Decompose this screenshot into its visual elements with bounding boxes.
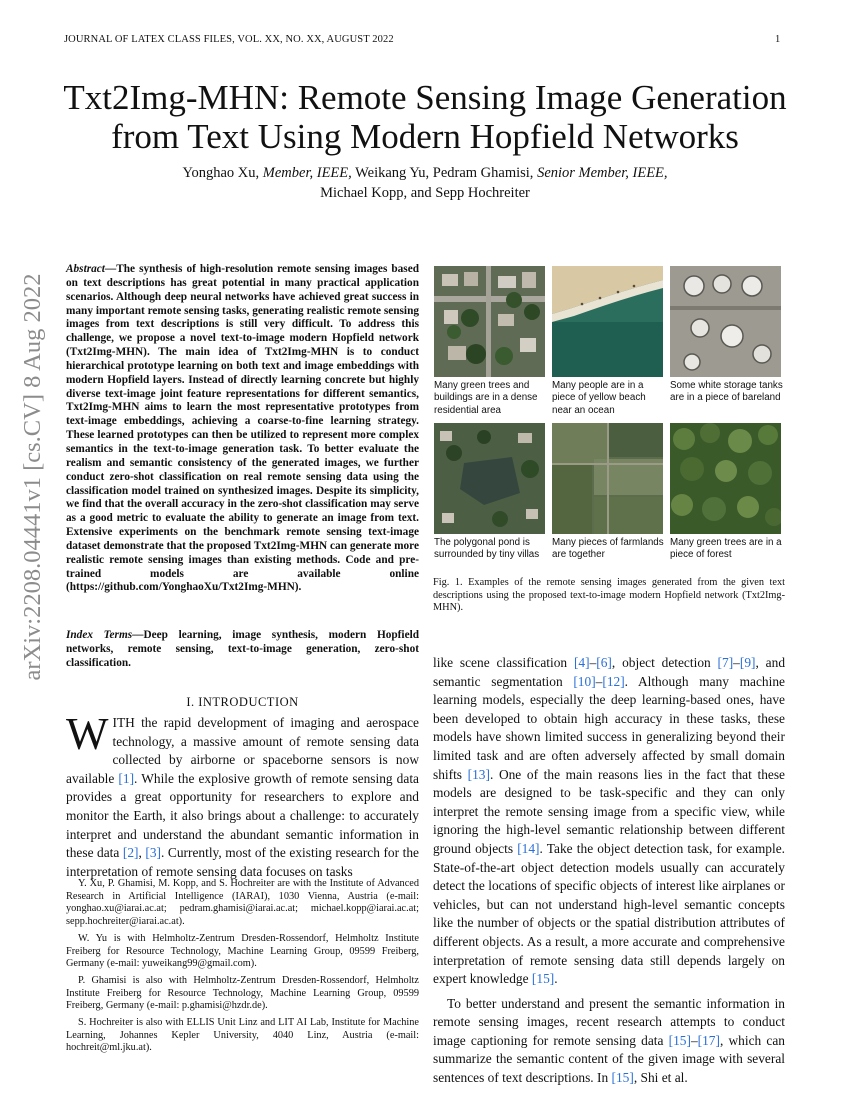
- drop-cap: W: [66, 709, 109, 759]
- body-text: To better understand and present the semantic information in remote sensing images, recent research attempts to conduct image captioning for remote sensing data: [433, 995, 785, 1048]
- index-terms-text: —Deep learning, image synthesis, modern Hopfield networks, remote sensing, text-to-image generation, zero-shot classification.: [66, 629, 419, 669]
- generated-image-residential: [434, 266, 545, 377]
- citation-link[interactable]: [10]: [573, 673, 596, 689]
- running-header: JOURNAL OF LATEX CLASS FILES, VOL. XX, NO. XX, AUGUST 2022: [64, 34, 394, 45]
- paragraph: [433, 995, 785, 1088]
- author-membership: Member, IEEE,: [262, 165, 352, 181]
- footnotes: [66, 878, 419, 1059]
- body-text: . Although many machine learning models, especially the deep learning-based ones, have been developed to obtain high accuracy in these tasks, these models have shown limited success in generalizing beyond their limited task and are often adversely affected by small domain shifts: [433, 673, 785, 782]
- body-text: –: [733, 655, 740, 670]
- body-text: –: [589, 655, 597, 670]
- citation-link[interactable]: [2]: [122, 845, 139, 861]
- abstract-label: Abstract: [66, 263, 105, 275]
- generated-image-forest: [670, 423, 781, 534]
- body-text: .: [554, 971, 558, 987]
- abstract: [66, 263, 419, 595]
- citation-link[interactable]: [4]: [573, 655, 590, 670]
- generated-image-storage-tanks: [670, 266, 781, 377]
- index-terms-label: Index Terms: [66, 629, 133, 641]
- footnote: S. Hochreiter is also with ELLIS Unit Linz and LIT AI Lab, Institute for Machine Learning, Johannes Kepler University, 4040 Linz, Austria (e-mail: hochreit@ml.jku.at).: [66, 1017, 419, 1054]
- intro-text: . Currently, most of the existing research for the interpretation of remote sensing data focuses on tasks: [66, 845, 419, 879]
- author-line-1: [110, 163, 740, 183]
- generated-image-pond: [434, 423, 545, 534]
- citation-link[interactable]: [1]: [118, 770, 135, 786]
- figure-caption: Fig. 1. Examples of the remote sensing images generated from the given text descriptions using the proposed text-to-image modern Hopfield network (Txt2Img-MHN).: [433, 577, 785, 613]
- generated-image-farmlands: [552, 423, 663, 534]
- citation-link[interactable]: [15]: [531, 971, 555, 987]
- author-membership: Senior Member, IEEE,: [537, 165, 668, 181]
- citation-link[interactable]: [15]: [611, 1070, 634, 1086]
- intro-text: ,: [138, 845, 146, 861]
- image-caption: Many green trees are in a piece of forest: [670, 537, 782, 561]
- paragraph: [433, 654, 785, 989]
- citation-link[interactable]: [6]: [596, 655, 612, 670]
- arxiv-stamp-text: arXiv:2208.04441v1 [cs.CV] 8 Aug 2022: [19, 273, 46, 681]
- image-caption: Many people are in a piece of yellow beach near an ocean: [552, 380, 646, 416]
- image-caption: Some white storage tanks are in a piece of bareland: [670, 380, 783, 404]
- body-text: , which can summarize the semantic content of the given image with several sentences of text descriptions. In: [433, 1032, 785, 1086]
- citation-link[interactable]: [7]: [717, 655, 734, 670]
- generated-image-beach: [552, 266, 663, 377]
- intro-text: ITH the rapid development of imaging and aerospace technology, a massive amount of remote sensing data collected by airborne or spaceborne sensors is now available: [66, 715, 419, 786]
- body-text: , Shi et al.: [633, 1070, 688, 1086]
- footnote: W. Yu is with Helmholtz-Zentrum Dresden-Rossendorf, Helmholtz Institute Freiberg for Resource Technology, Machine Learning Group, 09599 Freiberg, Germany (e-mail: yuweikang99@gmail.com).: [66, 932, 419, 970]
- body-text: –: [595, 673, 603, 689]
- citation-link[interactable]: [12]: [602, 673, 625, 689]
- body-text: like scene classification: [433, 655, 574, 670]
- author-text: Yonghao Xu,: [182, 165, 263, 181]
- body-text: , object detection: [611, 655, 718, 670]
- author-text: Weikang Yu, Pedram Ghamisi,: [351, 165, 538, 181]
- citation-link[interactable]: [9]: [739, 655, 756, 670]
- paper-title: Txt2Img-MHN: Remote Sensing Image Generation from Text Using Modern Hopfield Networks: [63, 78, 787, 156]
- citation-link[interactable]: [13]: [467, 766, 490, 782]
- image-caption: Many pieces of farmlands are together: [552, 537, 664, 561]
- image-caption: The polygonal pond is surrounded by tiny villas: [434, 537, 540, 561]
- author-line-2: Michael Kopp, and Sepp Hochreiter: [320, 185, 530, 201]
- index-terms: [66, 629, 419, 671]
- body-text: –: [690, 1032, 698, 1048]
- citation-link[interactable]: [3]: [145, 845, 162, 861]
- footnote: Y. Xu, P. Ghamisi, M. Kopp, and S. Hochreiter are with the Institute of Advanced Research in Artificial Intelligence (IARAI), 1030 Vienna, Austria (e-mail: yonghao.xu@iarai.ac.at; pedram.ghamisi@iarai.ac.at; michael.kopp@iarai.ac.at; sepp.hochreiter@iarai.ac.at).: [66, 878, 419, 928]
- abstract-text: —The synthesis of high-resolution remote sensing images based on text descriptions has great potential in many practical application scenarios. Although deep neural networks have achieved great success in many important remote sensing tasks, generating realistic remote sensing images from text descriptions is still very difficult. To address this challenge, we propose a novel text-to-image modern Hopfield network (Txt2Img-MHN). The main idea of Txt2Img-MHN is to conduct hierarchical prototype learning on both text and image embeddings with modern Hopfield layers. Instead of directly learning concrete but highly diverse text-image joint feature representations for different semantics, Txt2Img-MHN aims to learn the most representative prototypes from text-image embeddings, achieving a coarse-to-fine learning strategy. These learned prototypes can then be utilized to represent more complex semantics in the text-to-image generation task. To better evaluate the realism and semantic consistency of the generated images, we further conduct zero-shot classification on real remote sensing data using the classification model trained on synthesized images. Despite its simplicity, we find that the overall accuracy in the zero-shot classification may serve as a good metric to evaluate the ability to generate an image from text. Extensive experiments on the benchmark remote sensing text-image dataset demonstrate that the proposed Txt2Img-MHN can generate more realistic remote sensing images than existing methods. Code and pre-trained models are available online (https://github.com/YonghaoXu/Txt2Img-MHN).: [66, 263, 419, 594]
- right-column-text: [433, 654, 785, 1088]
- citation-link[interactable]: [15]: [668, 1032, 691, 1048]
- page-number: 1: [775, 34, 781, 45]
- section-heading: I. INTRODUCTION: [186, 695, 299, 709]
- footnote: P. Ghamisi is also with Helmholtz-Zentrum Dresden-Rossendorf, Helmholtz Institute Freiberg for Resource Technology, Machine Learning Group, 09599 Freiberg, Germany (e-mail: p.ghamisi@hzdr.de).: [66, 974, 419, 1012]
- intro-text: . While the explosive growth of remote sensing data provides a great opportunity for researchers to explore and monitor the Earth, it also brings about a challenge: to accurately interpret and understand the abundant semantic information in these data: [66, 770, 419, 861]
- body-text: . One of the main reasons lies in the fact that these models are designed to be task-specific and they can only interpret the remote sensing image from a specific view, while ignoring the high-level semantic relationship between different ground objects: [433, 766, 785, 856]
- citation-link[interactable]: [14]: [517, 840, 540, 856]
- intro-paragraph: [66, 709, 419, 881]
- arxiv-stamp: [18, 273, 48, 681]
- image-caption: Many green trees and buildings are in a dense residential area: [434, 380, 538, 416]
- citation-link[interactable]: [17]: [697, 1032, 720, 1048]
- body-text: , and semantic segmentation: [433, 655, 786, 689]
- author-list: [110, 163, 740, 203]
- body-text: . Take the object detection task, for example. State-of-the-art object detection models usually can accurately detect the locations of specific objects of interest like airplanes or vehicles, but can not understand high-level semantic concepts like the number of objects or the spatial distribution attributes of different objects. As a result, a more accurate and comprehensive interpretation of remote sensing data still depends largely on expert knowledge: [433, 840, 785, 987]
